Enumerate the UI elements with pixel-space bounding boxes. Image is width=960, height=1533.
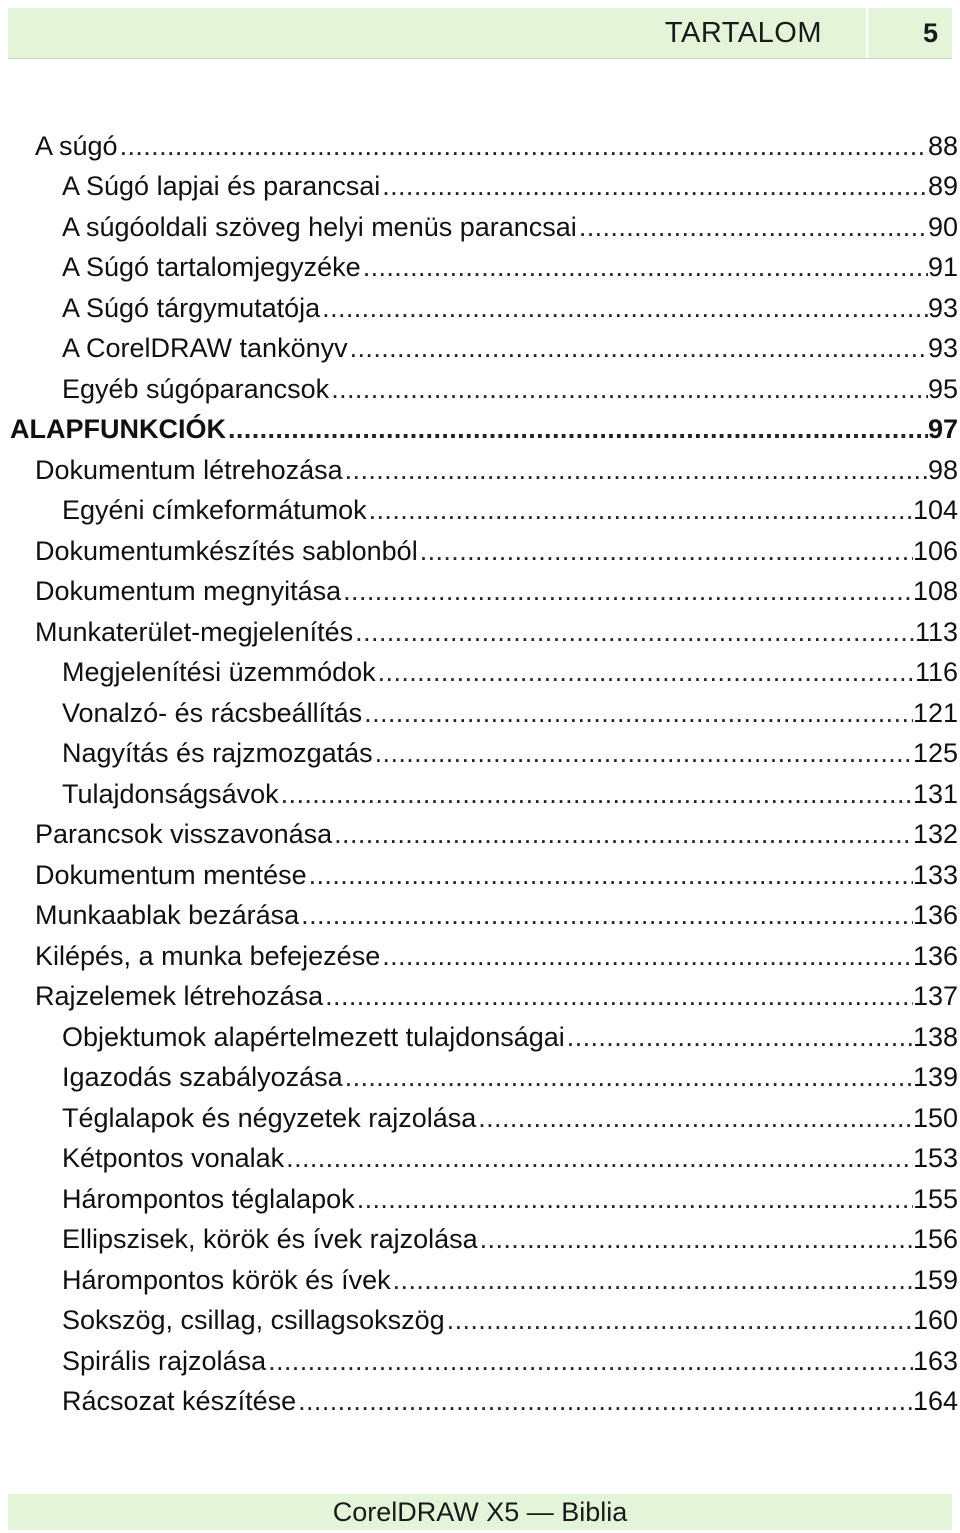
header-title: TARTALOM	[664, 17, 822, 49]
toc-entry[interactable]	[62, 1056, 958, 1097]
toc-entry-page: 97	[927, 414, 958, 444]
toc-entry[interactable]	[35, 610, 958, 651]
toc-entry-page: 156	[912, 1224, 958, 1254]
toc-entry[interactable]	[62, 1299, 958, 1340]
toc-entry[interactable]	[35, 124, 958, 165]
toc-entry-page: 91	[927, 252, 958, 282]
toc-entry-title: ALAPFUNKCIÓK	[10, 414, 226, 444]
header-page-number: 5	[922, 18, 938, 48]
toc-entry-title: Dokumentum létrehozása	[35, 454, 343, 485]
toc-entry[interactable]	[62, 1339, 958, 1380]
toc-entry[interactable]	[62, 165, 958, 206]
toc-entry-page: 150	[912, 1102, 958, 1133]
toc-entry[interactable]	[62, 367, 958, 408]
toc-dot-leader	[353, 613, 915, 651]
toc-entry-title: Tulajdonságsávok	[62, 778, 279, 809]
toc-entry[interactable]	[62, 1096, 958, 1137]
toc-dot-leader	[391, 1261, 913, 1299]
toc-entry-title: Dokumentum megnyitása	[35, 576, 342, 606]
toc-dot-leader	[329, 370, 928, 408]
toc-entry-title: A súgó	[35, 130, 118, 161]
toc-dot-leader	[279, 775, 913, 813]
toc-entry-title: Hárompontos téglalapok	[62, 1183, 355, 1214]
toc-dot-leader	[299, 896, 913, 934]
toc-entry[interactable]	[35, 894, 958, 935]
toc-entry[interactable]	[35, 813, 958, 854]
toc-entry-page: 89	[927, 171, 958, 201]
toc-entry-page: 88	[927, 130, 958, 161]
toc-entry[interactable]	[10, 408, 958, 449]
toc-entry-page: 93	[927, 292, 958, 323]
toc-entry-page: 138	[912, 1021, 958, 1052]
toc-entry-page: 93	[927, 333, 958, 363]
toc-entry-title: A súgóoldali szöveg helyi menüs parancsai	[62, 211, 577, 242]
toc-entry-title: A Súgó tartalomjegyzéke	[62, 252, 361, 282]
toc-dot-leader	[284, 1139, 913, 1177]
toc-entry-page: 104	[912, 495, 958, 525]
toc-entry-title: Dokumentum mentése	[35, 859, 307, 890]
toc-dot-leader	[367, 491, 913, 529]
toc-entry[interactable]	[62, 1177, 958, 1218]
toc-entry-title: A CorelDRAW tankönyv	[62, 333, 348, 363]
toc-entry-title: Parancsok visszavonása	[35, 819, 333, 849]
toc-entry-title: Objektumok alapértelmezett tulajdonságai	[62, 1021, 565, 1052]
toc-dot-leader	[348, 329, 928, 367]
toc-entry-page: 116	[914, 657, 958, 687]
toc-dot-leader	[266, 1342, 913, 1380]
toc-entry-title: A Súgó tárgymutatója	[62, 292, 321, 323]
toc-dot-leader	[362, 694, 913, 732]
toc-entry-page: 106	[912, 535, 958, 566]
toc-entry[interactable]	[35, 934, 958, 975]
footer-text: CorelDRAW X5 — Biblia	[332, 1497, 628, 1527]
toc-dot-leader	[343, 451, 928, 489]
toc-entry[interactable]	[62, 772, 958, 813]
toc-entry[interactable]	[62, 1015, 958, 1056]
toc-entry-page: 121	[912, 697, 958, 728]
toc-entry-page: 131	[912, 778, 958, 809]
toc-dot-leader	[361, 248, 928, 286]
header-divider	[866, 8, 868, 58]
toc-dot-leader	[323, 977, 913, 1015]
toc-entry-title: Vonalzó- és rácsbeállítás	[62, 697, 363, 728]
toc-entry[interactable]	[62, 205, 958, 246]
toc-entry[interactable]	[62, 489, 958, 530]
toc-dot-leader	[380, 167, 928, 205]
toc-entry-page: 164	[912, 1386, 958, 1416]
toc-entry[interactable]	[62, 246, 958, 287]
toc-entry-page: 95	[927, 373, 958, 404]
toc-dot-leader	[355, 1180, 913, 1218]
toc-entry-page: 108	[912, 576, 958, 606]
toc-dot-leader	[320, 289, 928, 327]
toc-entry-title: Spirális rajzolása	[62, 1345, 267, 1376]
toc-entry[interactable]	[35, 529, 958, 570]
toc-dot-leader	[445, 1301, 913, 1339]
toc-entry-page: 160	[912, 1305, 958, 1335]
toc-dot-leader	[296, 1382, 913, 1420]
toc-entry[interactable]	[62, 651, 958, 692]
toc-entry-page: 139	[912, 1062, 958, 1092]
toc-entry[interactable]	[62, 1258, 958, 1299]
toc-entry-title: Dokumentumkészítés sablonból	[35, 535, 418, 566]
toc-dot-leader	[343, 1058, 913, 1096]
toc-entry[interactable]	[62, 327, 958, 368]
toc-entry-title: Hárompontos körök és ívek	[62, 1264, 391, 1295]
toc-entry-title: Téglalapok és négyzetek rajzolása	[62, 1102, 477, 1133]
page-footer	[8, 1494, 952, 1530]
toc-entry-page: 136	[912, 940, 958, 971]
toc-dot-leader	[332, 815, 913, 853]
toc-entry-page: 136	[912, 900, 958, 930]
toc-entry[interactable]	[35, 570, 958, 611]
toc-entry[interactable]	[62, 286, 958, 327]
toc-entry-page: 113	[914, 616, 958, 647]
toc-entry-title: Igazodás szabályozása	[62, 1062, 343, 1092]
page-header	[8, 8, 952, 59]
toc-entry[interactable]	[35, 448, 958, 489]
toc-entry-page: 90	[927, 211, 958, 242]
toc-entry-title: Egyéni címkeformátumok	[62, 495, 367, 525]
toc-entry-title: Nagyítás és rajzmozgatás	[62, 738, 373, 768]
toc-entry-page: 163	[912, 1345, 958, 1376]
toc-entry-title: Munkaterület-megjelenítés	[35, 616, 354, 647]
toc-dot-leader	[380, 937, 913, 975]
toc-entry-title: Rajzelemek létrehozása	[35, 981, 324, 1011]
toc-entry[interactable]	[62, 691, 958, 732]
toc-entry-title: Munkaablak bezárása	[35, 900, 300, 930]
toc-entry[interactable]	[62, 732, 958, 773]
toc-dot-leader	[118, 127, 928, 165]
toc-entry-title: Kétpontos vonalak	[62, 1143, 285, 1173]
toc-dot-leader	[373, 734, 913, 772]
toc-dot-leader	[226, 410, 928, 448]
toc-entry-title: Megjelenítési üzemmódok	[62, 657, 376, 687]
toc-dot-leader	[565, 1018, 913, 1056]
toc-entry[interactable]	[62, 1218, 958, 1259]
toc-entry-title: Ellipszisek, körök és ívek rajzolása	[62, 1224, 478, 1254]
toc-entry-title: Egyéb súgóparancsok	[62, 373, 330, 404]
toc-entry[interactable]	[62, 1137, 958, 1178]
toc-entry-title: Sokszög, csillag, csillagsokszög	[62, 1305, 445, 1335]
toc-dot-leader	[307, 856, 913, 894]
toc-dot-leader	[476, 1099, 913, 1137]
toc-entry-title: Rácsozat készítése	[62, 1386, 297, 1416]
toc-entry-page: 155	[912, 1183, 958, 1214]
toc-entry[interactable]	[35, 975, 958, 1016]
toc-dot-leader	[418, 532, 913, 570]
toc-entry-page: 137	[912, 981, 958, 1011]
toc-entry[interactable]	[62, 1380, 958, 1421]
toc-entry-title: A Súgó lapjai és parancsai	[62, 171, 381, 201]
toc-dot-leader	[478, 1220, 913, 1258]
toc-entry-page: 159	[912, 1264, 958, 1295]
toc-dot-leader	[376, 653, 915, 691]
toc-entry-page: 133	[912, 859, 958, 890]
toc-entry-title: Kilépés, a munka befejezése	[35, 940, 381, 971]
toc-dot-leader	[577, 208, 928, 246]
toc-entry-page: 125	[912, 738, 958, 768]
toc-entry-page: 98	[927, 454, 958, 485]
toc-dot-leader	[341, 572, 913, 610]
toc-entry-page: 132	[912, 819, 958, 849]
toc-entry-page: 153	[912, 1143, 958, 1173]
toc-entry[interactable]	[35, 853, 958, 894]
